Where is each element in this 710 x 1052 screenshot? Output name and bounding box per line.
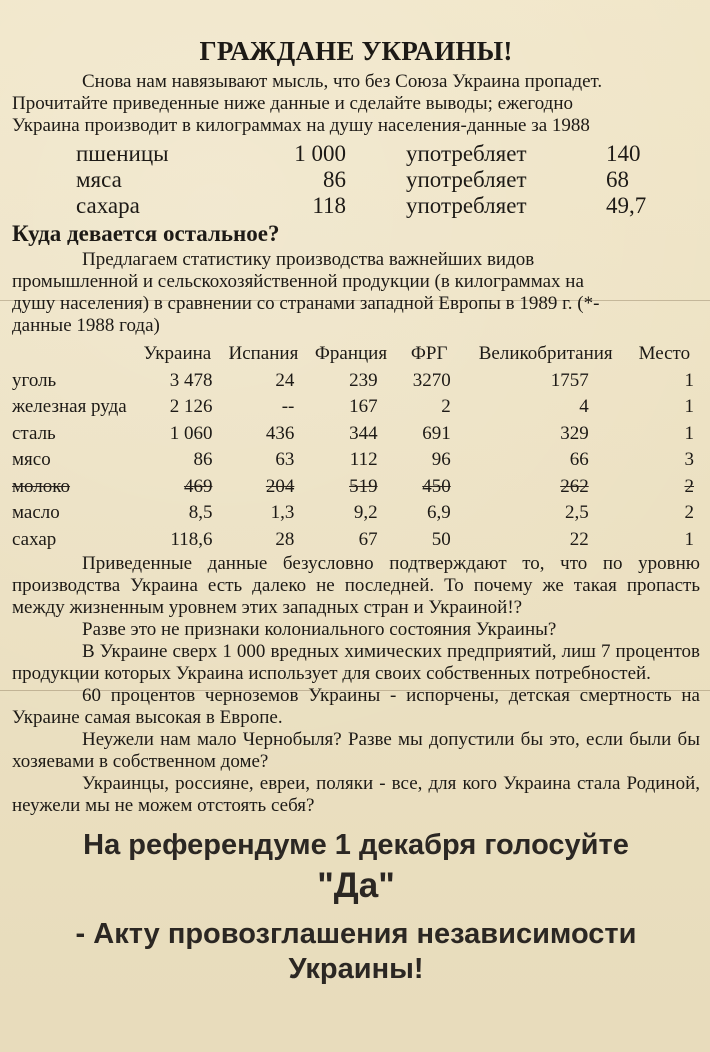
table-cell: 3: [684, 449, 694, 470]
body-paragraph: Разве это не признаки колониального состояния Украины?: [82, 619, 557, 640]
leaflet: [12, 36, 700, 986]
product-consumed: 68: [606, 167, 629, 192]
column-header: Испания: [228, 343, 299, 364]
table-cell: 2 126: [169, 396, 213, 417]
intro-line: Прочитайте приведенные ниже данные и сделайте выводы; ежегодно: [12, 93, 573, 114]
stats-intro-line: душу населения) в сравнении со странами западной Европы в 1989 г. (*-: [12, 293, 600, 314]
table-cell: 8,5: [188, 502, 213, 523]
table-row: [12, 500, 700, 527]
independence-act: - Акту провозглашения независимости: [75, 918, 637, 950]
table-cell: 344: [349, 422, 378, 444]
row-label: сталь: [12, 422, 56, 444]
row-label: сахар: [12, 528, 57, 550]
table-header-row: [12, 341, 700, 368]
stats-intro: [12, 249, 700, 337]
table-cell: 9,2: [353, 502, 378, 523]
table-cell: 436: [265, 422, 295, 444]
table-cell: 2: [684, 502, 694, 523]
table-cell: 118,6: [170, 528, 213, 550]
production-row: [76, 141, 676, 167]
production-table: [76, 141, 676, 219]
table-cell: 1: [684, 422, 694, 444]
column-header: [12, 341, 134, 368]
row-label: железная руда: [12, 396, 127, 417]
body-paragraph: В Украине сверх 1 000 вредных химических предприятий, лиш 7 процентов продукции которых Украина использует для своих собственных потребностей.: [12, 641, 700, 684]
table-cell: 1757: [550, 369, 589, 391]
comparison-table: [12, 341, 700, 553]
table-cell: 86: [193, 449, 213, 470]
table-cell: 1 060: [169, 422, 213, 444]
table-cell: 66: [569, 449, 589, 470]
table-cell: 329: [560, 422, 589, 444]
table-cell: 112: [349, 449, 378, 470]
table-cell: 262: [560, 475, 589, 497]
table-cell: 204: [265, 475, 295, 497]
table-cell: 1,3: [270, 502, 295, 523]
table-cell: 691: [422, 422, 451, 444]
table-cell: 6,9: [426, 502, 451, 523]
consume-label: употребляет: [406, 141, 527, 166]
column-header: Великобритания: [478, 343, 613, 364]
vote-yes: "Да": [317, 866, 395, 905]
consume-label: употребляет: [406, 193, 527, 218]
referendum-call: На референдуме 1 декабря голосуйте: [83, 829, 629, 861]
row-label: масло: [12, 502, 60, 523]
product-name: пшеницы: [76, 141, 169, 166]
row-label: уголь: [12, 369, 57, 391]
product-produced: 1 000: [294, 141, 346, 166]
stats-intro-line: промышленной и сельскохозяйственной продукции (в килограммах на: [12, 271, 584, 292]
page-title: ГРАЖДАНЕ УКРАИНЫ!: [199, 36, 513, 66]
table-cell: 3270: [412, 369, 451, 391]
table-cell: 28: [275, 528, 295, 550]
table-cell: --: [281, 396, 295, 417]
body-paragraph: Украинцы, россияне, евреи, поляки - все, для кого Украина стала Родиной, неужели мы не можем отстоять себя?: [12, 773, 700, 816]
table-cell: 63: [275, 449, 295, 470]
table-cell: 3 478: [169, 369, 213, 391]
table-cell: 67: [358, 528, 378, 550]
independence-act-end: Украины!: [288, 953, 424, 985]
body-paragraph: Приведенные данные безусловно подтверждают то, что по уровню производства Украина есть далеко не последней. То почему же такая пропасть между жизненным уровнем этих западных стран и Украиной!?: [12, 553, 700, 618]
product-name: мяса: [76, 167, 122, 192]
column-header: Украина: [143, 343, 212, 364]
table-cell: 519: [349, 475, 378, 497]
table-cell: 96: [431, 449, 451, 470]
table-row: [12, 421, 700, 448]
stats-intro-line: данные 1988 года): [12, 315, 160, 336]
table-row: [12, 474, 700, 501]
column-header: ФРГ: [410, 343, 448, 364]
intro-line: Снова нам навязывают мысль, что без Союза Украина пропадет.: [82, 71, 603, 92]
production-row: [76, 167, 676, 193]
table-cell: 2,5: [564, 502, 589, 523]
table-cell: 469: [183, 475, 213, 497]
table-row: [12, 368, 700, 395]
consume-label: употребляет: [406, 167, 527, 192]
product-name: сахара: [76, 193, 140, 218]
production-row: [76, 193, 676, 219]
table-row: [12, 447, 700, 474]
product-produced: 118: [312, 193, 346, 218]
table-cell: 4: [579, 396, 589, 417]
table-cell: 24: [275, 369, 295, 391]
table-cell: 22: [569, 528, 589, 550]
row-label: мясо: [12, 449, 51, 470]
intro: [12, 71, 700, 137]
table-cell: 2: [684, 475, 694, 497]
product-consumed: 49,7: [606, 193, 647, 218]
body-paragraph: 60 процентов черноземов Украины - испорчены, детская смертность на Украине самая высокая в Европе.: [12, 685, 700, 728]
intro-line: Украина производит в килограммах на душу населения-данные за 1988: [12, 115, 590, 136]
table-cell: 1: [684, 528, 694, 550]
body-paragraph: Неужели нам мало Чернобыля? Разве мы допустили бы это, если были бы хозяевами в собственном доме?: [12, 729, 700, 772]
table-cell: 450: [422, 475, 451, 497]
table-cell: 50: [431, 528, 451, 550]
table-cell: 1: [684, 396, 694, 417]
table-cell: 2: [441, 396, 451, 417]
stats-intro-line: Предлагаем статистику производства важнейших видов: [82, 249, 535, 270]
column-header: Место: [638, 343, 691, 364]
column-header: Франция: [314, 343, 388, 364]
product-produced: 86: [323, 167, 346, 192]
table-cell: 1: [684, 369, 694, 391]
body-text: [12, 553, 700, 817]
table-row: [12, 394, 700, 421]
product-consumed: 140: [606, 141, 641, 166]
table-row: [12, 527, 700, 554]
table-cell: 239: [349, 369, 378, 391]
row-label: молоко: [12, 475, 71, 497]
section-heading: Куда девается остальное?: [12, 221, 280, 246]
table-cell: 167: [349, 396, 378, 417]
